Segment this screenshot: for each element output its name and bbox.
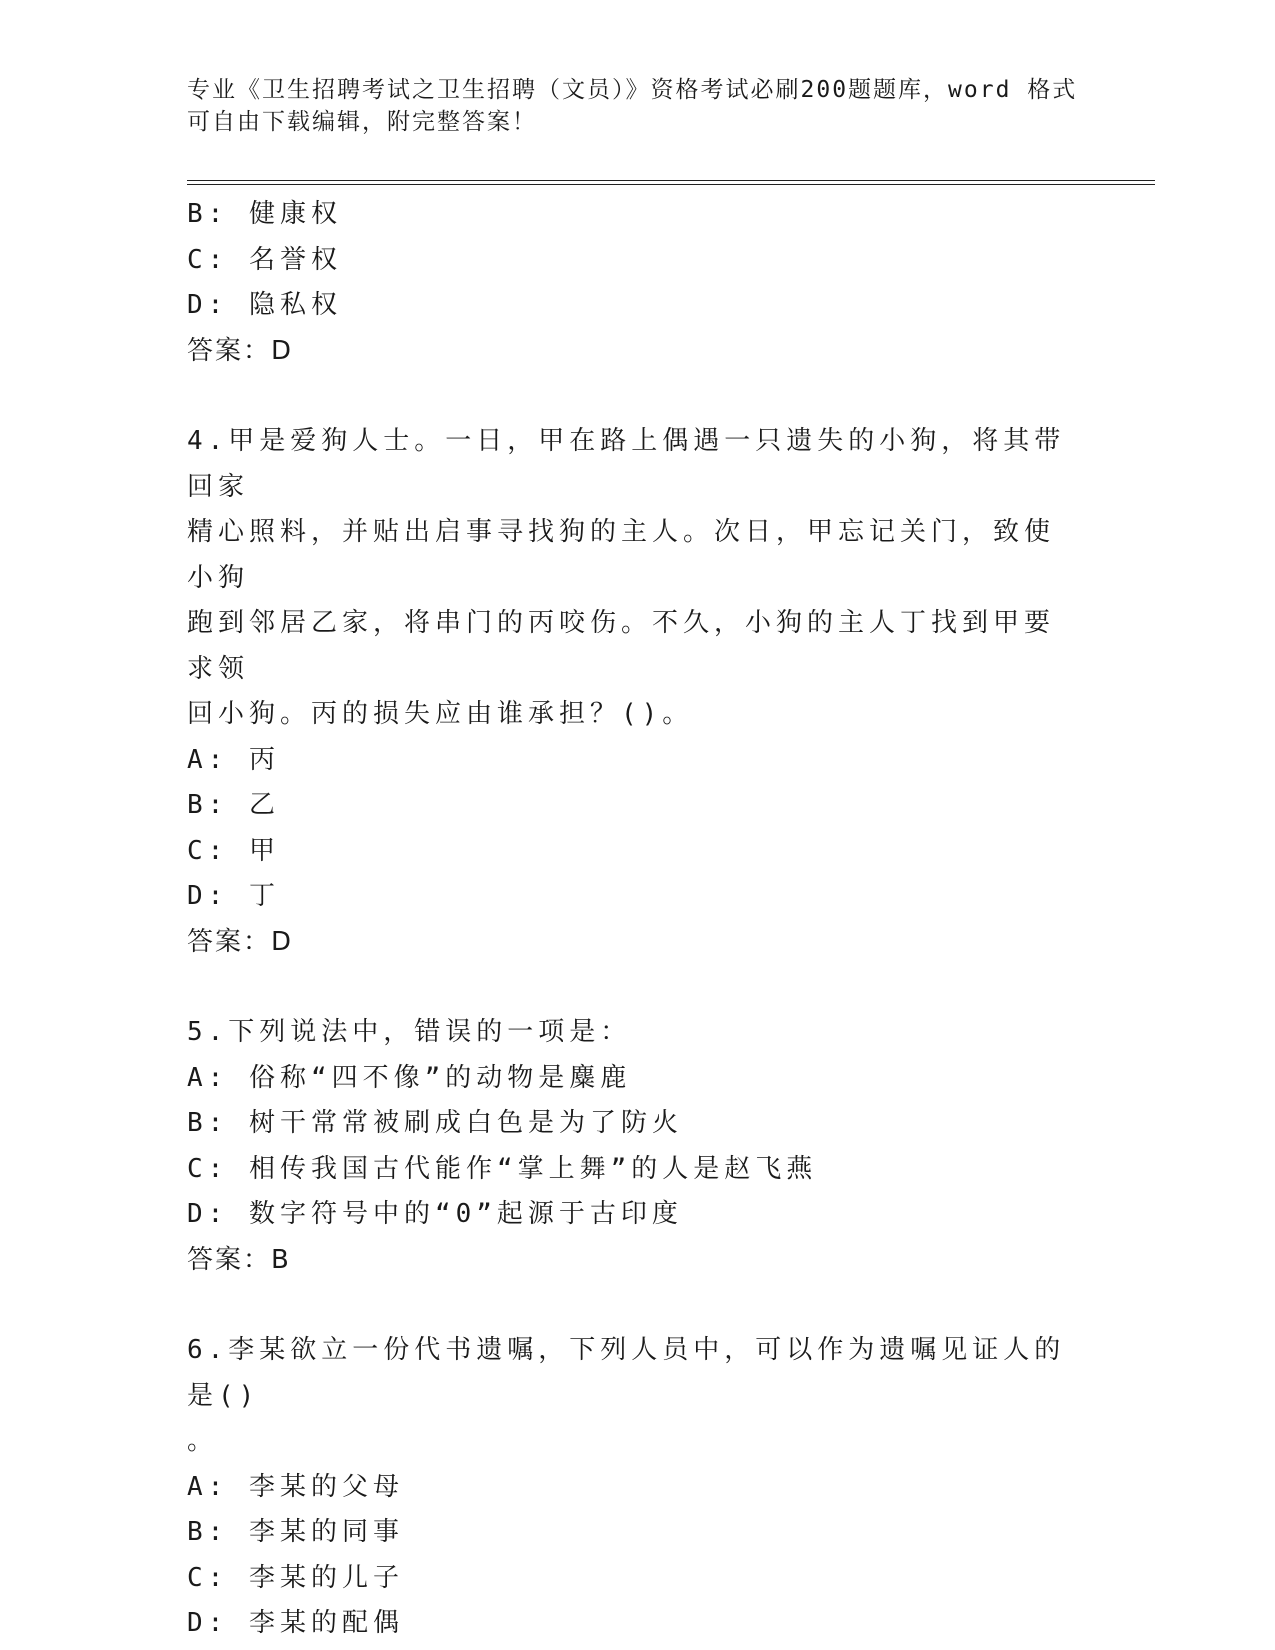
question-stem [187, 1328, 1067, 1465]
question-5 [187, 1010, 1087, 1283]
header-title-line-2: 可自由下载编辑，附完整答案！ [187, 109, 537, 135]
stem-line: 6.李某欲立一份代书遗嘱，下列人员中，可以作为遗嘱见证人的是() [187, 1335, 1066, 1411]
option-c: C: 甲 [187, 835, 280, 866]
question-3-partial [187, 192, 1087, 374]
header-divider [187, 180, 1155, 185]
stem-line: 5.下列说法中，错误的一项是： [187, 1017, 632, 1047]
option-d: D: 李某的配偶 [187, 1608, 404, 1638]
option-c: C: 相传我国古代能作“掌上舞”的人是赵飞燕 [187, 1153, 818, 1184]
stem-line: 回小狗。丙的损失应由谁承担？()。 [187, 699, 694, 729]
answer-line: 答案：D [187, 926, 294, 957]
option-b: B: 李某的同事 [187, 1517, 404, 1547]
option-a: A: 李某的父母 [187, 1471, 404, 1502]
stem-line: 4.甲是爱狗人士。一日，甲在路上偶遇一只遗失的小狗，将其带回家 [187, 426, 1066, 502]
option-d: D: 隐私权 [187, 290, 342, 320]
question-stem [187, 1010, 1067, 1056]
question-6 [187, 1328, 1087, 1647]
spacer [187, 965, 1087, 1010]
option-a: A: 丙 [187, 744, 280, 775]
question-content [187, 192, 1087, 1647]
question-stem [187, 419, 1067, 738]
spacer [187, 374, 1087, 419]
option-d: D: 丁 [187, 881, 280, 911]
option-c: C: 李某的儿子 [187, 1562, 404, 1593]
option-b: B: 健康权 [187, 199, 342, 229]
option-d: D: 数字符号中的“0”起源于古印度 [187, 1199, 683, 1229]
answer-line: 答案：D [187, 335, 294, 366]
option-b: B: 树干常常被刷成白色是为了防火 [187, 1108, 683, 1138]
option-b: B: 乙 [187, 790, 280, 820]
stem-line: 。 [187, 1426, 219, 1456]
spacer [187, 1283, 1087, 1328]
question-4 [187, 419, 1087, 965]
stem-line: 精心照料，并贴出启事寻找狗的主人。次日，甲忘记关门，致使小狗 [187, 517, 1056, 593]
option-c: C: 名誉权 [187, 244, 342, 275]
option-a: A: 俗称“四不像”的动物是麋鹿 [187, 1062, 632, 1093]
document-header [187, 74, 1087, 138]
stem-line: 跑到邻居乙家，将串门的丙咬伤。不久，小狗的主人丁找到甲要求领 [187, 608, 1056, 684]
answer-line: 答案：B [187, 1244, 291, 1275]
header-title-line-1: 专业《卫生招聘考试之卫生招聘（文员）》资格考试必刷200题题库，word 格式 [187, 77, 1078, 103]
